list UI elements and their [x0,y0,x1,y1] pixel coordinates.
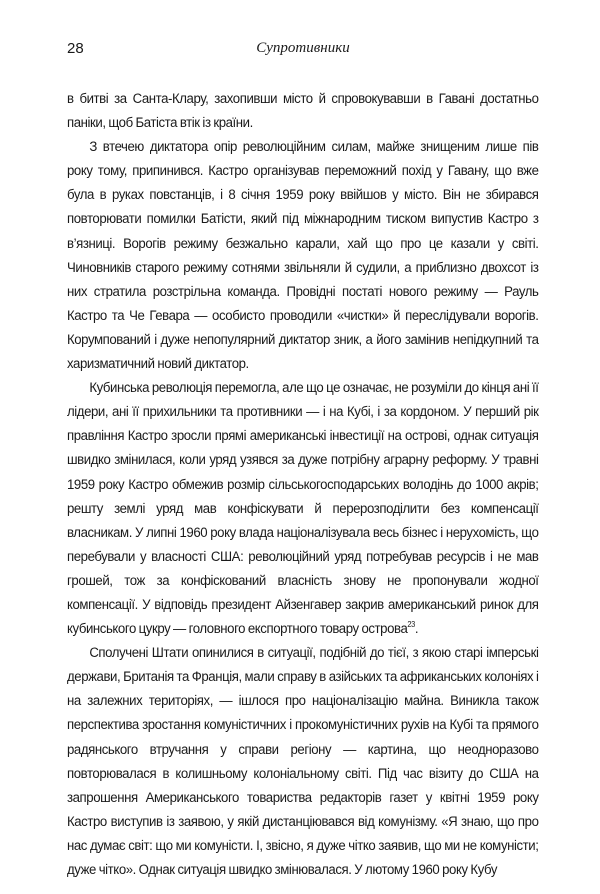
footnote-ref-23[interactable]: 23 [407,620,415,630]
paragraph-3-text: Кубинська революція перемогла, але що це означає, не розуміли до кінця ані її лідери, ані її прихильники та противники — і на Кубі, і за кордоном. У перший рік правління Кастро зросли прямі американські інвестиції на острові, однак ситуація швидко змінилася, коли уряд узявся за дуже потрібну аграрну реформу. У травні 1959 року Кастро обмежив розмір сільськогосподарських володінь до 1000 акрів; решту землі уряд мав конфіскувати й перерозподілити без компенсації власникам. У липні 1960 року влада націоналізувала весь бізнес і нерухомість, що перебували у власності США: революційний уряд потребував ресурсів і не мав грошей, тож за конфіскований власність знову не пропонували жодної компенсації. У відповідь президент Айзенгавер закрив американський ринок для кубинського цукру — головного експортного товару острова [67,380,539,638]
paragraph-3-end: . [414,621,419,638]
page-number: 28 [67,40,84,57]
running-head [67,40,539,62]
paragraph-1: в битві за Санта-Клару, захопивши місто й спровокувавши в Гавані достатньо паніки, щоб Батіста втік із країни. [67,91,539,132]
paragraph-4: Сполучені Штати опинилися в ситуації, подібній до тієї, з якою старі імперські держави, Британія та Франція, мали справу в азійських та африканських колоніях і на залежних територіях, — ішлося про націоналізацію майна. Виникла також перспектива зростання комуністичних і прокомуністичних рухів на Кубі та прямого радянського втручання у справи регіону — картина, що неодноразово повторювалася в колишньому колоніальному світі. Під час візиту до США на запрошення Американського товариства редакторів газет у квітні 1959 року Кастро виступив із заявою, у якій дистанціювався від комунізму. «Я знаю, що про нас думає світ: що ми комуністи. І, звісно, я дуже чітко заявив, що ми не комуністи; дуже чітко». Однак ситуація швидко змінювалася. У лютому 1960 року Кубу [67,645,539,878]
running-title: Супротивники [256,40,350,56]
paragraph-3 [67,376,539,641]
paragraph-2: З втечею диктатора опір революційним силам, майже знищеним лише пів року тому, припинився. Кастро організував переможний похід у Гавану, що вже була в руках повстанців, і 8 січня 1959 року ввійшов у місто. Він не збирався повторювати помилки Батісти, який під міжнародним тиском випустив Кастро з в’язниці. Ворогів режиму безжально карали, хай що про це казали у світі. Чиновників старого режиму сотнями звільняли й судили, а приблизно двохсот із них стратила розстрільна команда. Провідні постаті нового режиму — Рауль Кастро та Че Гевара — особисто проводили «чистки» й переслідували ворогів. Корумпований і дуже непопулярний диктатор зник, а його замінив непідкупний та харизматичний новий диктатор. [67,139,539,373]
body-text [67,87,539,882]
